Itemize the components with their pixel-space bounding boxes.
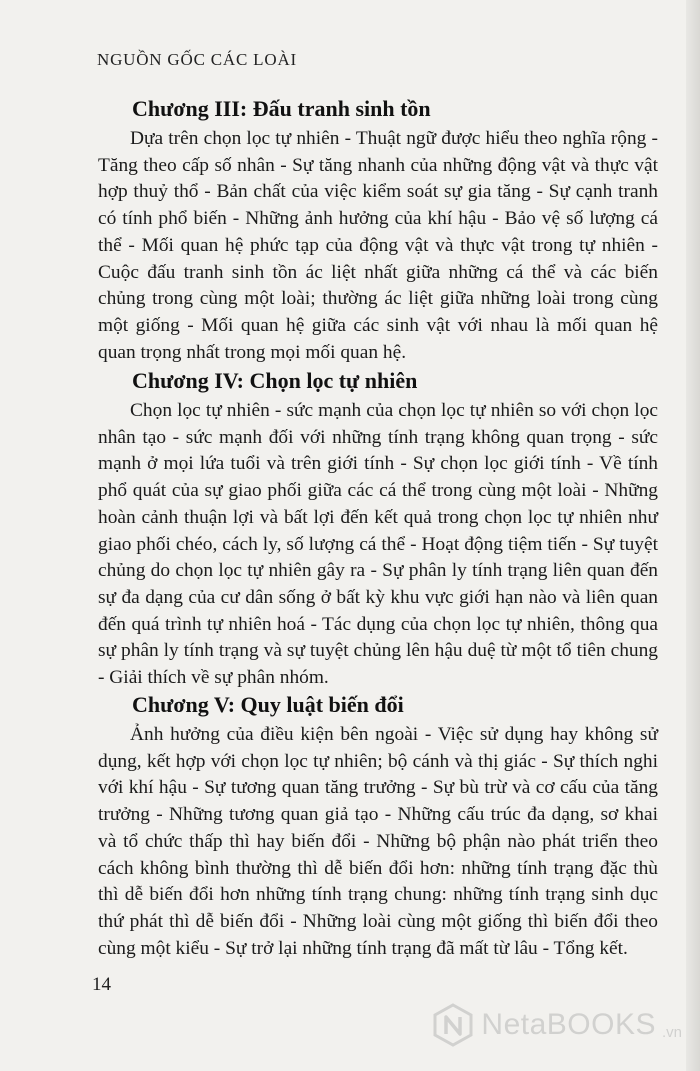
- chapter-4-summary: Chọn lọc tự nhiên - sức mạnh của chọn lọc tự nhiên so với chọn lọc nhân tạo - sức mạnh đối với những tính trạng không quan trọng - sức mạnh ở mọi lứa tuổi và trên giới tính - Sự chọn lọc giới tính - Về tính phổ quát của sự giao phối giữa các cá thể trong cùng một loài - Những hoàn cảnh thuận lợi và bất lợi đến kết quả trong chọn lọc tự nhiên như giao phối chéo, cách ly, số lượng cá thể - Hoạt động tiệm tiến - Sự tuyệt chủng do chọn lọc tự nhiên gây ra - Sự phân ly tính trạng liên quan đến sự đa dạng của cư dân sống ở bất kỳ khu vực giới hạn nào và liên quan đến quá trình tự nhiên hoá - Tác dụng của chọn lọc tự nhiên, thông qua sự phân ly tính trạng và sự tuyệt chủng lên hậu duệ từ một tổ tiên chung - Giải thích về sự phân nhóm.: [98, 400, 658, 689]
- chapter-3-title: Chương III: Đấu tranh sinh tồn: [132, 96, 431, 121]
- chapter-3-summary: Dựa trên chọn lọc tự nhiên - Thuật ngữ được hiểu theo nghĩa rộng - Tăng theo cấp số nhân - Sự tăng nhanh của những động vật và thực vật hợp thuỷ thổ - Bản chất của việc kiểm soát sự gia tăng - Sự cạnh tranh có tính phổ biến - Những ảnh hưởng của khí hậu - Bảo vệ số lượng cá thể - Mối quan hệ phức tạp của động vật và thực vật trong tự nhiên - Cuộc đấu tranh sinh tồn ác liệt nhất giữa những cá thể và các biến chủng trong cùng một loài; thường ác liệt giữa những loài trong cùng một giống - Mối quan hệ giữa các sinh vật với nhau là mối quan hệ quan trọng nhất trong mọi mối quan hệ.: [98, 128, 658, 363]
- chapter-5-title: Chương V: Quy luật biến đổi: [132, 692, 404, 717]
- watermark-suffix: .vn: [661, 1024, 682, 1041]
- page-edge: [686, 0, 700, 1071]
- chapter-3: [98, 96, 658, 366]
- running-head: NGUỒN GỐC CÁC LOÀI: [97, 50, 297, 69]
- netabooks-logo-icon: [431, 1003, 475, 1047]
- page-number: 14: [92, 974, 111, 995]
- watermark-text: NetaBOOKS: [481, 1008, 656, 1041]
- watermark: [431, 1003, 682, 1047]
- chapter-5-summary: Ảnh hưởng của điều kiện bên ngoài - Việc sử dụng hay không sử dụng, kết hợp với chọn lọc tự nhiên; bộ cánh và thị giác - Sự thích nghi với khí hậu - Sự tương quan tăng trưởng - Sự bù trừ và cơ cấu của tăng trưởng - Những tương quan giả tạo - Những cấu trúc đa dạng, sơ khai và tổ chức thấp thì hay biến đổi - Những bộ phận nào phát triển theo cách không bình thường thì dễ biến đổi hơn: những tính trạng đặc thù thì dễ biến đổi hơn những tính trạng chung: những tính trạng sinh dục thứ phát thì dễ biến đổi - Những loài cùng một giống thì biến đổi theo cùng một kiểu - Sự trở lại những tính trạng đã mất từ lâu - Tổng kết.: [98, 724, 658, 959]
- chapter-5: [98, 692, 658, 962]
- chapter-4-title: Chương IV: Chọn lọc tự nhiên: [132, 368, 418, 393]
- chapter-4: [98, 368, 658, 692]
